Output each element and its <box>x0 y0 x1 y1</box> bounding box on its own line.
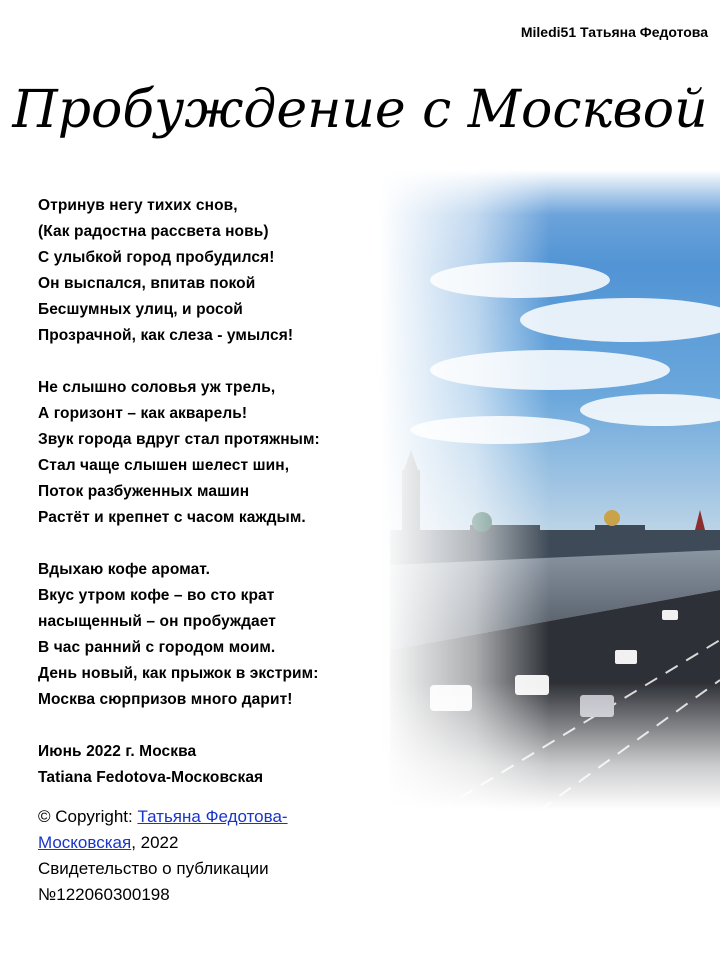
certificate-number: №122060300198 <box>38 885 170 904</box>
poem-line: Растёт и крепнет с часом каждым. <box>38 509 306 526</box>
poem-line: В час ранний с городом моим. <box>38 639 276 656</box>
poem-line: Звук города вдруг стал протяжным: <box>38 431 320 448</box>
poem-line: (Как радостна рассвета новь) <box>38 223 269 240</box>
stanza-1 <box>38 193 398 349</box>
poem-line: Прозрачной, как слеза - умылся! <box>38 327 294 344</box>
poem-line: Бесшумных улиц, и росой <box>38 301 243 318</box>
stanza-3 <box>38 557 398 713</box>
poem-line: Отринув негу тихих снов, <box>38 197 238 214</box>
poem <box>38 193 398 791</box>
poem-line: С улыбкой город пробудился! <box>38 249 275 266</box>
copyright-block <box>38 804 368 908</box>
author-link[interactable]: Татьяна Федотова-Московская <box>38 807 288 852</box>
poem-line: День новый, как прыжок в экстрим: <box>38 665 319 682</box>
stanza-2 <box>38 375 398 531</box>
poem-line: Вкус утром кофе – во сто крат <box>38 587 275 604</box>
copyright-year: , 2022 <box>131 833 179 852</box>
page-title: Пробуждение с Москвой <box>12 80 708 140</box>
poem-line: А горизонт – как акварель! <box>38 405 248 422</box>
poem-line: Москва сюрпризов много дарит! <box>38 691 293 708</box>
author-signature: Tatiana Fedotova-Московская <box>38 769 264 786</box>
poem-line: Не слышно соловья уж трель, <box>38 379 276 396</box>
certificate-label: Свидетельство о публикации <box>38 859 269 878</box>
moscow-river-photo <box>380 170 720 810</box>
poem-line: Стал чаще слышен шелест шин, <box>38 457 290 474</box>
poem-line: насыщенный – он пробуждает <box>38 613 276 630</box>
poem-line: Он выспался, впитав покой <box>38 275 256 292</box>
poem-signature-block <box>38 739 398 791</box>
copyright-prefix: © Copyright: <box>38 807 138 826</box>
poem-line: Вдыхаю кофе аромат. <box>38 561 211 578</box>
author-tag: Miledi51 Татьяна Федотова <box>520 24 708 40</box>
date-place: Июнь 2022 г. Москва <box>38 743 197 760</box>
poem-line: Поток разбуженных машин <box>38 483 250 500</box>
